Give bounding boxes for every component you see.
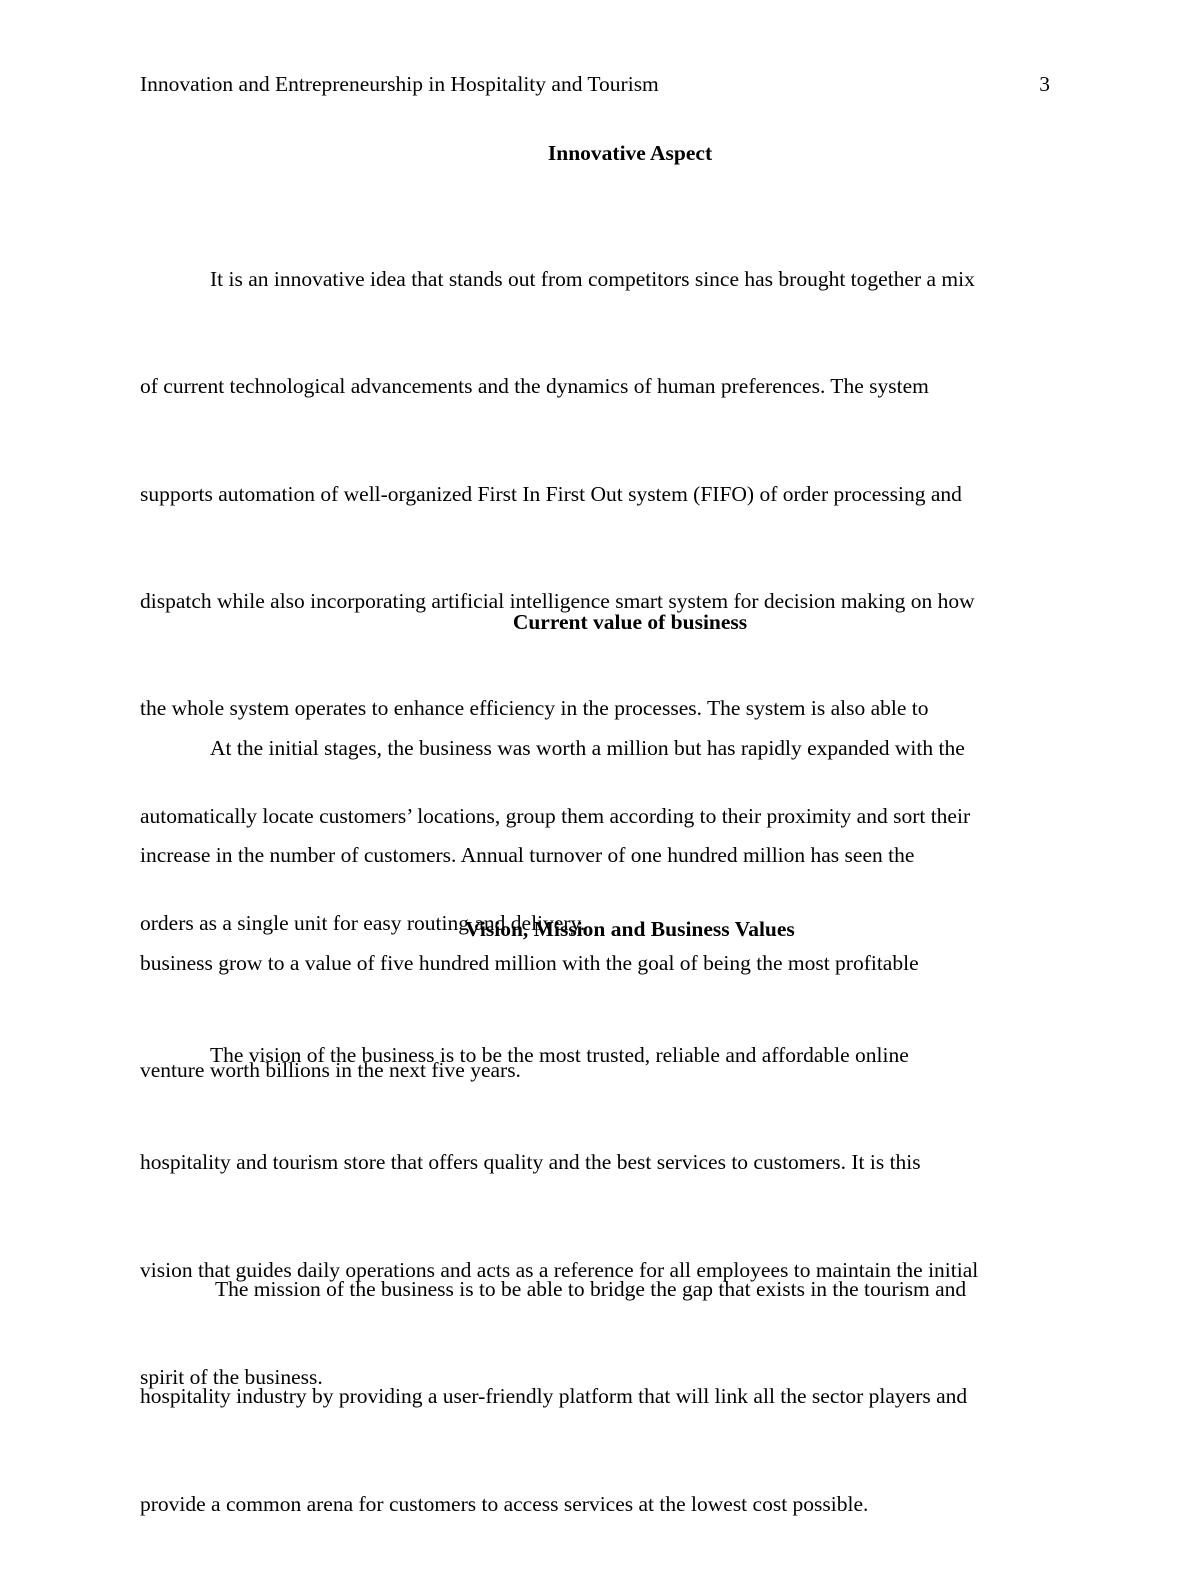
paragraph-line: hospitality and tourism store that offers quality and the best services to customers. It is this xyxy=(140,1150,921,1175)
paragraph-mission xyxy=(140,1209,1065,1585)
paragraph-line: At the initial stages, the business was worth a million but has rapidly expanded with the xyxy=(210,735,965,760)
section-heading-current-value: Current value of business xyxy=(512,610,748,634)
paragraph-line: orders as a single unit for easy routing and delivery. xyxy=(140,911,586,936)
paragraph-line: venture worth billions in the next five years. xyxy=(140,1057,521,1082)
paragraph-line: hospitality industry by providing a user-friendly platform that will link all the sector players and xyxy=(140,1384,968,1409)
page-number: 3 xyxy=(1039,72,1050,96)
paragraph-line: supports automation of well-organized First In First Out system (FIFO) of order processing and xyxy=(140,481,962,506)
paragraph-line: automatically locate customers’ locations, group them according to their proximity and sort their xyxy=(140,803,971,828)
paragraph-line: dispatch while also incorporating artificial intelligence smart system for decision making on how xyxy=(140,588,975,613)
paragraph-line: It is an innovative idea that stands out from competitors since has brought together a mix xyxy=(210,266,975,291)
paragraph-line: spirit of the business. xyxy=(140,1364,323,1389)
paragraph-line: provide a common arena for customers to access services at the lowest cost possible. xyxy=(140,1491,869,1516)
section-heading-vision-mission-values: Vision, Mission and Business Values xyxy=(465,917,795,941)
paragraph-line: of current technological advancements and the dynamics of human preferences. The system xyxy=(140,374,929,399)
running-head: Innovation and Entrepreneurship in Hospitality and Tourism xyxy=(140,72,659,96)
paragraph-line: vision that guides daily operations and acts as a reference for all employees to maintain the initial xyxy=(140,1257,979,1282)
paragraph-line: increase in the number of customers. Annual turnover of one hundred million has seen the xyxy=(140,843,915,868)
paragraph-line: the whole system operates to enhance efficiency in the processes. The system is also able to xyxy=(140,696,929,721)
section-heading-innovative-aspect: Innovative Aspect xyxy=(547,141,713,165)
paragraph-line: The mission of the business is to be able to bridge the gap that exists in the tourism and xyxy=(210,1276,967,1301)
paragraph-line: The vision of the business is to be the most trusted, reliable and affordable online xyxy=(210,1042,909,1067)
paragraph-line: business grow to a value of five hundred million with the goal of being the most profitable xyxy=(140,950,919,975)
